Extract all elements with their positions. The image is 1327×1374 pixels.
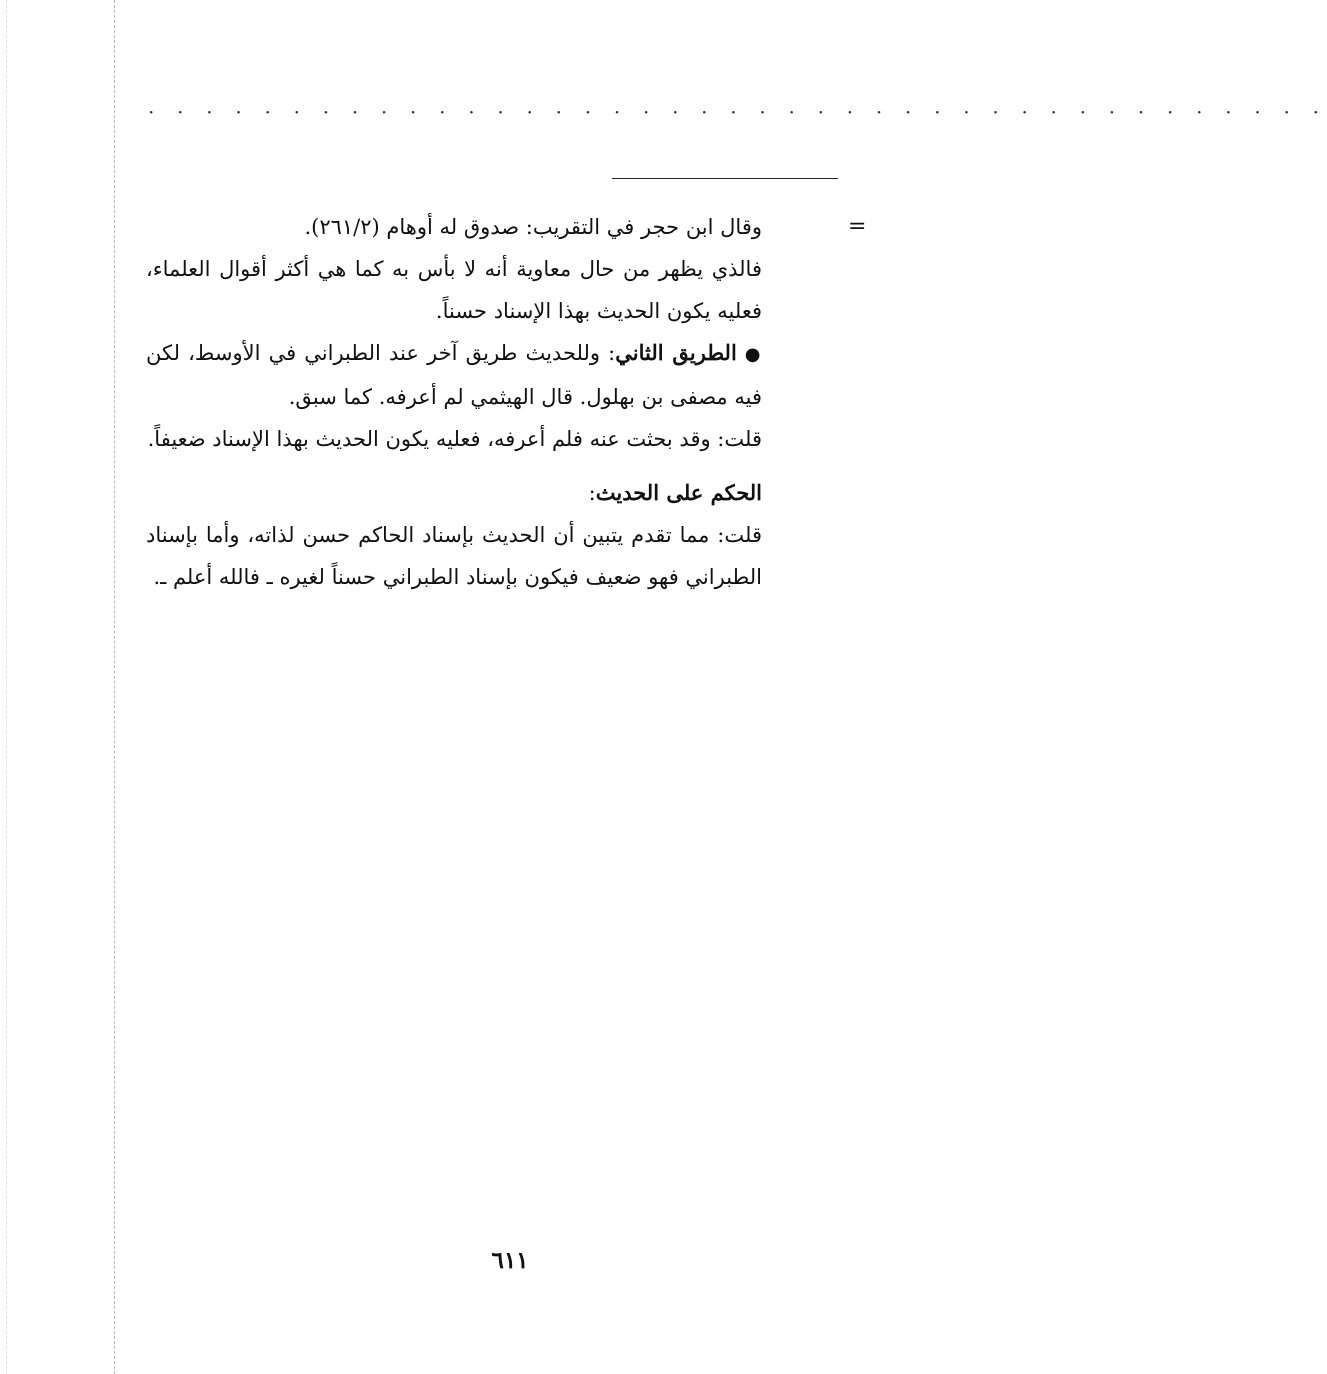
spacer — [146, 460, 762, 472]
heading-ruling-text: الحكم على الحديث — [595, 480, 762, 505]
paragraph-ruling: قلت: مما تقدم يتبين أن الحديث بإسناد الحاكم حسن لذاته، وأما بإسناد الطبراني فهو ضعيف فيكون بإسناد الطبراني حسناً لغيره ـ فالله أعلم ـ. — [146, 523, 762, 589]
dotted-separator: · · · · · · · · · · · · · · · · · · · · · · · · · · · · · · · · · · · · · · · · · — [148, 100, 1327, 124]
scan-edge-line — [114, 0, 115, 1374]
second-route-label: الطريق الثاني — [615, 340, 737, 365]
scan-edge-line-far — [6, 0, 7, 1374]
bullet-icon: ● — [744, 344, 762, 365]
page-number: ٦١١ — [491, 1247, 529, 1274]
heading-ruling-colon: : — [588, 481, 596, 505]
paragraph-searched-narrator: قلت: وقد بحثت عنه فلم أعرفه، فعليه يكون الحديث بهذا الإسناد ضعيفاً. — [147, 427, 762, 451]
footnote-rule — [612, 178, 838, 179]
paragraph-second-route — [146, 332, 762, 418]
footnote-continuation-mark: = — [848, 214, 867, 239]
second-route-text: : وللحديث طريق آخر عند الطبراني في الأوسط، لكن فيه مصفى بن بهلول. قال الهيثمي لم أعرفه. كما سبق. — [146, 341, 762, 409]
footnote-text — [146, 206, 762, 598]
paragraph-conclusion-first-route: فالذي يظهر من حال معاوية أنه لا بأس به كما هي أكثر أقوال العلماء، فعليه يكون الحديث بهذا الإسناد حسناً. — [146, 257, 762, 323]
heading-ruling — [146, 472, 762, 514]
paragraph-ibn-hajar: وقال ابن حجر في التقريب: صدوق له أوهام (٢٦١/٢). — [304, 215, 762, 239]
